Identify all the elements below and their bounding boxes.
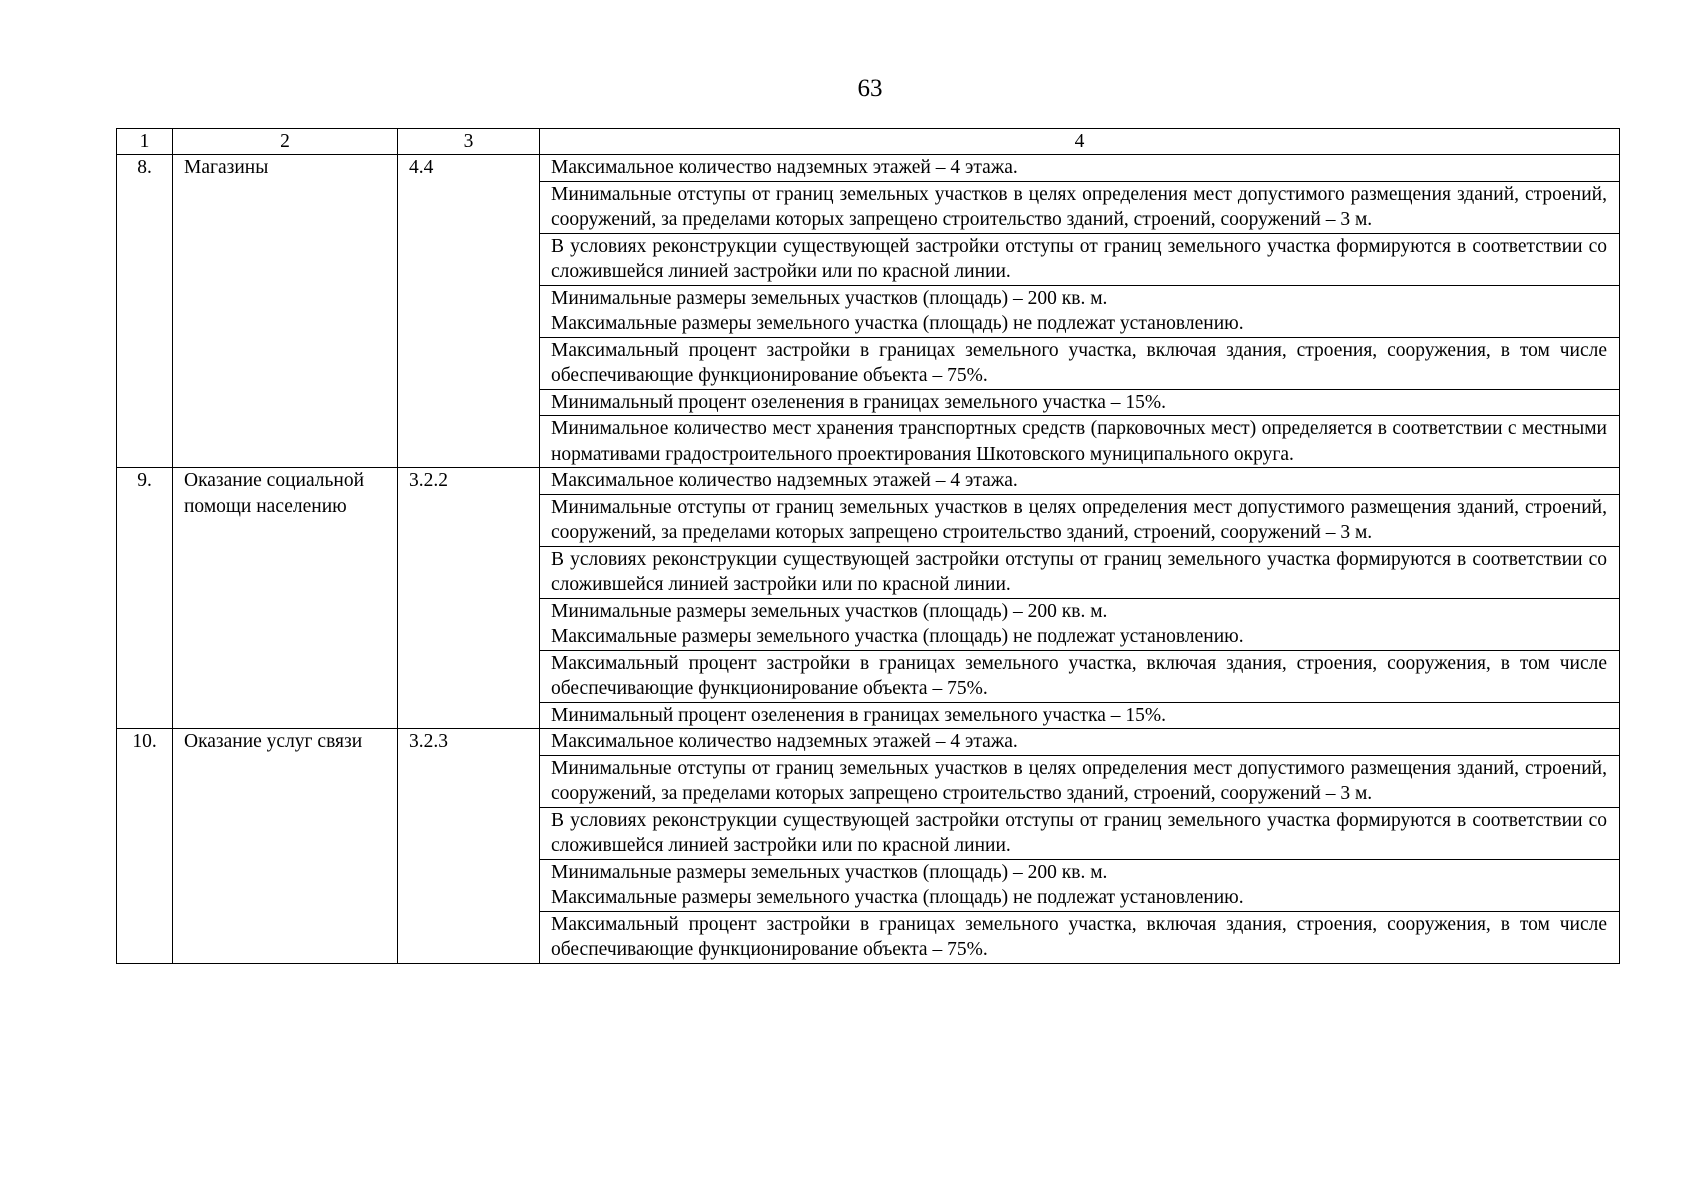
- parameter-text: Максимальное количество надземных этажей – 4 этажа.: [551, 731, 1018, 752]
- parameter-cell: [540, 702, 1620, 729]
- parameter-cell: [540, 337, 1620, 389]
- parameter-cell: [540, 389, 1620, 416]
- parameter-cell: [540, 755, 1620, 807]
- parameter-text: Минимальные отступы от границ земельных участков в целях определения мест допустимого размещения зданий, строений, сооружений, за пределами которых запрещено строительство зданий, строений, сооружений – 3 м.: [551, 757, 1607, 804]
- parameter-cell: [540, 650, 1620, 702]
- parameter-text: В условиях реконструкции существующей застройки отступы от границ земельного участка формируются в соответствии со сложившейся линией застройки или по красной линии.: [551, 235, 1607, 282]
- parameter-cell: [540, 416, 1620, 468]
- regulations-table: [116, 128, 1620, 964]
- parameter-cell: [540, 807, 1620, 859]
- use-type-code-cell: 3.2.3: [398, 729, 540, 964]
- row-number-cell: 10.: [117, 729, 173, 964]
- parameter-text: Максимальные размеры земельного участка (площадь) не подлежат установлению.: [551, 887, 1244, 908]
- parameter-text: Минимальное количество мест хранения транспортных средств (парковочных мест) определяется в соответствии с местными нормативами градостроительного проектирования Шкотовского муниципального округа.: [551, 418, 1607, 465]
- use-type-code-cell: 3.2.2: [398, 468, 540, 729]
- table-header-row: [117, 129, 1620, 155]
- parameter-text: В условиях реконструкции существующей застройки отступы от границ земельного участка формируются в соответствии со сложившейся линией застройки или по красной линии.: [551, 548, 1607, 595]
- table-row: [117, 155, 1620, 182]
- parameter-text: Максимальный процент застройки в границах земельного участка, включая здания, строения, сооружения, в том числе обеспечивающие функционирование объекта – 75%.: [551, 652, 1607, 699]
- parameter-cell: [540, 233, 1620, 285]
- header-cell-4: 4: [540, 129, 1620, 155]
- parameter-text: Минимальные отступы от границ земельных участков в целях определения мест допустимого размещения зданий, строений, сооружений, за пределами которых запрещено строительство зданий, строений, сооружений – 3 м.: [551, 496, 1607, 543]
- parameter-cell: [540, 468, 1620, 495]
- header-cell-2: 2: [173, 129, 398, 155]
- parameter-text: Минимальные размеры земельных участков (площадь) – 200 кв. м.: [551, 861, 1108, 883]
- parameter-cell: [540, 494, 1620, 546]
- parameter-text: Минимальные размеры земельных участков (площадь) – 200 кв. м.: [551, 600, 1108, 622]
- parameter-text: Максимальные размеры земельного участка (площадь) не подлежат установлению.: [551, 626, 1244, 647]
- table-row: [117, 468, 1620, 495]
- parameter-text: Минимальные размеры земельных участков (площадь) – 200 кв. м.: [551, 287, 1108, 309]
- use-type-name-cell: Оказание социальной помощи населению: [173, 468, 398, 729]
- row-number-cell: 8.: [117, 155, 173, 468]
- parameter-cell: [540, 729, 1620, 756]
- parameter-cell: [540, 859, 1620, 911]
- parameter-text: Максимальный процент застройки в границах земельного участка, включая здания, строения, сооружения, в том числе обеспечивающие функционирование объекта – 75%.: [551, 913, 1607, 960]
- parameter-text: Минимальные отступы от границ земельных участков в целях определения мест допустимого размещения зданий, строений, сооружений, за пределами которых запрещено строительство зданий, строений, сооружений – 3 м.: [551, 183, 1607, 230]
- table-row: [117, 729, 1620, 756]
- parameter-cell: [540, 285, 1620, 337]
- header-cell-3: 3: [398, 129, 540, 155]
- use-type-code-cell: 4.4: [398, 155, 540, 468]
- parameter-text: Минимальный процент озеленения в границах земельного участка – 15%.: [551, 391, 1167, 413]
- parameter-cell: [540, 155, 1620, 182]
- parameter-cell: [540, 911, 1620, 963]
- parameter-text: Максимальное количество надземных этажей – 4 этажа.: [551, 470, 1018, 491]
- parameter-text: В условиях реконструкции существующей застройки отступы от границ земельного участка формируются в соответствии со сложившейся линией застройки или по красной линии.: [551, 809, 1607, 856]
- parameter-cell: [540, 546, 1620, 598]
- parameter-text: Минимальный процент озеленения в границах земельного участка – 15%.: [551, 704, 1167, 726]
- header-cell-1: 1: [117, 129, 173, 155]
- use-type-name-cell: Оказание услуг связи: [173, 729, 398, 964]
- parameter-text: Максимальные размеры земельного участка (площадь) не подлежат установлению.: [551, 313, 1244, 334]
- parameter-cell: [540, 181, 1620, 233]
- parameter-cell: [540, 598, 1620, 650]
- row-number-cell: 9.: [117, 468, 173, 729]
- parameter-text: Максимальное количество надземных этажей – 4 этажа.: [551, 157, 1018, 178]
- page-number: 63: [857, 75, 883, 102]
- use-type-name-cell: Магазины: [173, 155, 398, 468]
- parameter-text: Максимальный процент застройки в границах земельного участка, включая здания, строения, сооружения, в том числе обеспечивающие функционирование объекта – 75%.: [551, 339, 1607, 386]
